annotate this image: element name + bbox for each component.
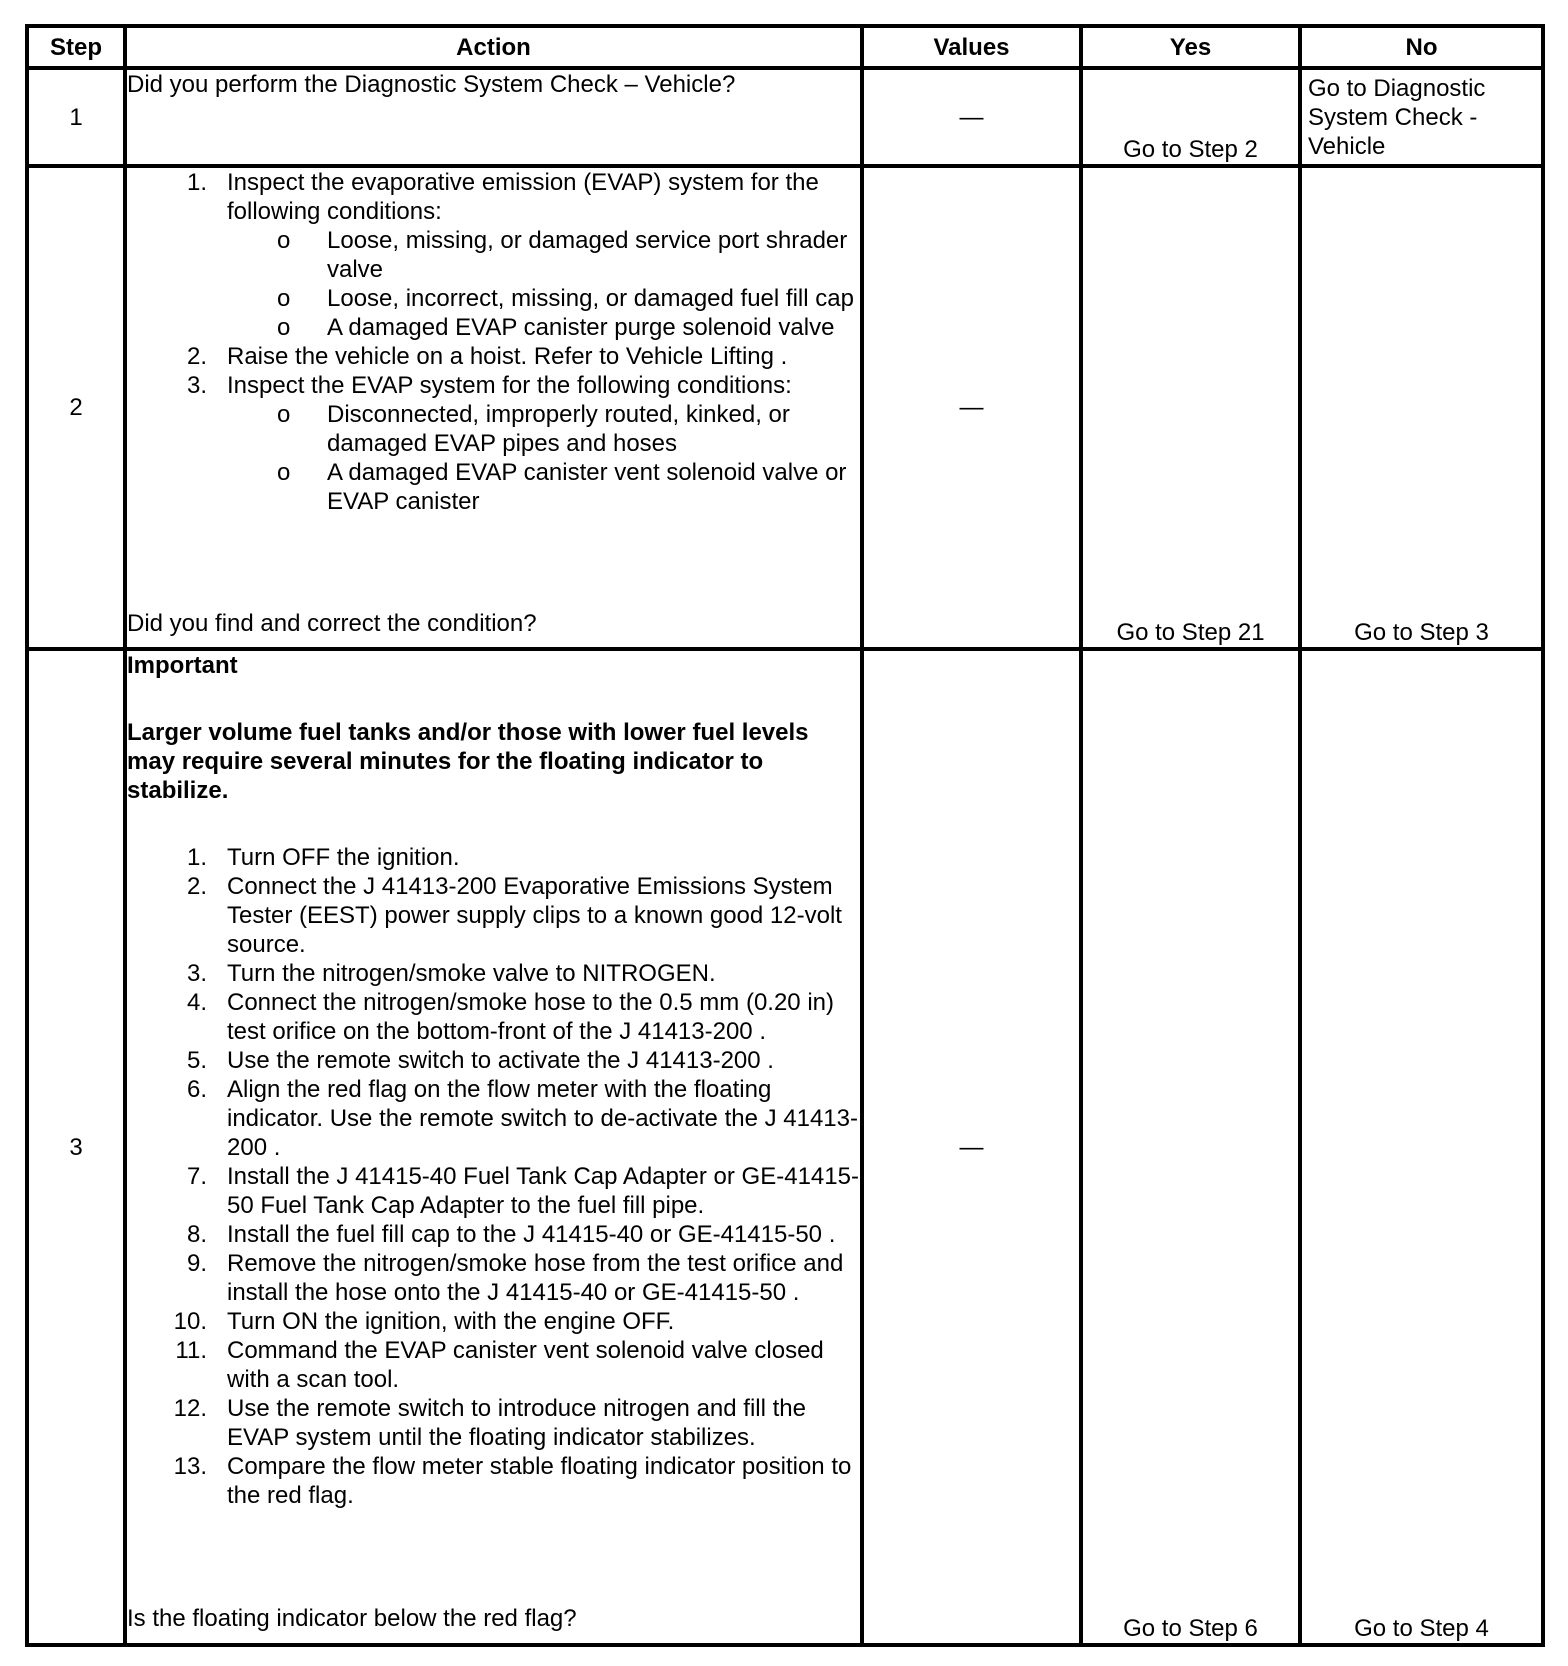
step-text: Turn ON the ignition, with the engine OFF.: [227, 1308, 675, 1335]
action-steps-list: [127, 843, 860, 1510]
step-index: 13.: [173, 1453, 207, 1480]
sub-list-item: [227, 458, 860, 516]
list-item: [127, 1162, 860, 1220]
list-item: [127, 1046, 860, 1075]
bullet-icon: o: [277, 401, 291, 428]
diagnostic-table: [25, 24, 1545, 1647]
sub-text: A damaged EVAP canister purge solenoid valve: [327, 314, 835, 341]
important-text: Larger volume fuel tanks and/or those with lower fuel levels may require several minutes for the floating indicator to stabilize.: [127, 719, 809, 804]
step-index: 10.: [173, 1308, 207, 1335]
list-item: [127, 1307, 860, 1336]
step-index: 2.: [186, 873, 207, 900]
values-cell: —: [862, 68, 1081, 166]
step-index: 6.: [186, 1076, 207, 1103]
step-text: Turn OFF the ignition.: [227, 844, 460, 871]
sub-list-item: [227, 400, 860, 458]
list-item: [127, 872, 860, 959]
sub-list: [227, 226, 860, 342]
list-item: [127, 342, 860, 371]
step-index: 5.: [186, 1047, 207, 1074]
bullet-icon: o: [277, 285, 291, 312]
header-values: Values: [862, 26, 1081, 68]
step-text: Connect the J 41413-200 Evaporative Emissions System Tester (EEST) power supply clips to a known good 12-volt source.: [227, 873, 842, 958]
list-item: [127, 1220, 860, 1249]
step-text: Use the remote switch to activate the J 41413-200 .: [227, 1047, 774, 1074]
list-item: [127, 843, 860, 872]
action-question: Is the floating indicator below the red flag?: [127, 1605, 577, 1632]
values-cell: —: [862, 166, 1081, 649]
list-item: [127, 1249, 860, 1307]
step-text: Install the fuel fill cap to the J 41415-40 or GE-41415-50 .: [227, 1221, 836, 1248]
step-text: Remove the nitrogen/smoke hose from the test orifice and install the hose onto the J 41415-40 or GE-41415-50 .: [227, 1250, 844, 1306]
list-item: [127, 1075, 860, 1162]
step-index: 1.: [186, 844, 207, 871]
table-row-step-2: [27, 166, 1543, 649]
no-cell: Go to Diagnostic System Check - Vehicle: [1300, 68, 1543, 166]
step-index: 7.: [186, 1163, 207, 1190]
list-item: [127, 168, 860, 342]
step-text: Align the red flag on the flow meter with the floating indicator. Use the remote switch to de-activate the J 41413-200 .: [227, 1076, 858, 1161]
yes-cell: Go to Step 21: [1081, 166, 1300, 649]
sub-list-item: [227, 226, 860, 284]
step-text: Raise the vehicle on a hoist. Refer to Vehicle Lifting .: [227, 343, 788, 370]
step-text: Compare the flow meter stable floating indicator position to the red flag.: [227, 1453, 852, 1509]
header-step: Step: [27, 26, 125, 68]
sub-text: Loose, incorrect, missing, or damaged fuel fill cap: [327, 285, 854, 312]
sub-list-item: [227, 284, 860, 313]
step-text: Inspect the evaporative emission (EVAP) system for the following conditions:: [227, 169, 819, 225]
step-index: 4.: [186, 989, 207, 1016]
step-text: Install the J 41415-40 Fuel Tank Cap Adapter or GE-41415-50 Fuel Tank Cap Adapter to the fuel fill pipe.: [227, 1163, 859, 1219]
step-index: 3.: [186, 960, 207, 987]
bullet-icon: o: [277, 227, 291, 254]
bullet-icon: o: [277, 459, 291, 486]
action-cell: [125, 166, 862, 649]
table-row-step-1: [27, 68, 1543, 166]
header-action: Action: [125, 26, 862, 68]
bullet-icon: o: [277, 314, 291, 341]
step-text: Use the remote switch to introduce nitrogen and fill the EVAP system until the floating indicator stabilizes.: [227, 1395, 806, 1451]
step-number: 2: [27, 166, 125, 649]
step-number: 1: [27, 68, 125, 166]
step-index: 12.: [173, 1395, 207, 1422]
step-index: 2.: [186, 343, 207, 370]
sub-text: A damaged EVAP canister vent solenoid valve or EVAP canister: [327, 459, 847, 515]
step-index: 9.: [186, 1250, 207, 1277]
action-steps-list: [127, 168, 860, 516]
yes-cell: Go to Step 6: [1081, 649, 1300, 1645]
table-row-step-3: [27, 649, 1543, 1645]
list-item: [127, 959, 860, 988]
sub-list: [227, 400, 860, 516]
step-index: 3.: [186, 372, 207, 399]
list-item: [127, 988, 860, 1046]
step-text: Command the EVAP canister vent solenoid valve closed with a scan tool.: [227, 1337, 824, 1393]
action-cell: [125, 649, 862, 1645]
step-text: Connect the nitrogen/smoke hose to the 0.5 mm (0.20 in) test orifice on the bottom-front of the J 41413-200 .: [227, 989, 834, 1045]
no-cell: Go to Step 3: [1300, 166, 1543, 649]
no-cell: Go to Step 4: [1300, 649, 1543, 1645]
sub-text: Disconnected, improperly routed, kinked, or damaged EVAP pipes and hoses: [327, 401, 790, 457]
action-question: Did you find and correct the condition?: [127, 610, 537, 637]
values-cell: —: [862, 649, 1081, 1645]
step-text: Turn the nitrogen/smoke valve to NITROGEN.: [227, 960, 716, 987]
list-item: [127, 371, 860, 516]
list-item: [127, 1336, 860, 1394]
step-index: 1.: [186, 169, 207, 196]
list-item: [127, 1394, 860, 1452]
action-cell: [125, 68, 862, 166]
action-question: Did you perform the Diagnostic System Check – Vehicle?: [127, 71, 736, 98]
header-yes: Yes: [1081, 26, 1300, 68]
step-text: Inspect the EVAP system for the following conditions:: [227, 372, 792, 399]
important-title: Important: [127, 652, 238, 679]
step-index: 8.: [186, 1221, 207, 1248]
yes-cell: Go to Step 2: [1081, 68, 1300, 166]
header-row: [27, 26, 1543, 68]
sub-text: Loose, missing, or damaged service port shrader valve: [327, 227, 848, 283]
sub-list-item: [227, 313, 860, 342]
step-index: 11.: [175, 1337, 207, 1364]
header-no: No: [1300, 26, 1543, 68]
step-number: 3: [27, 649, 125, 1645]
list-item: [127, 1452, 860, 1510]
